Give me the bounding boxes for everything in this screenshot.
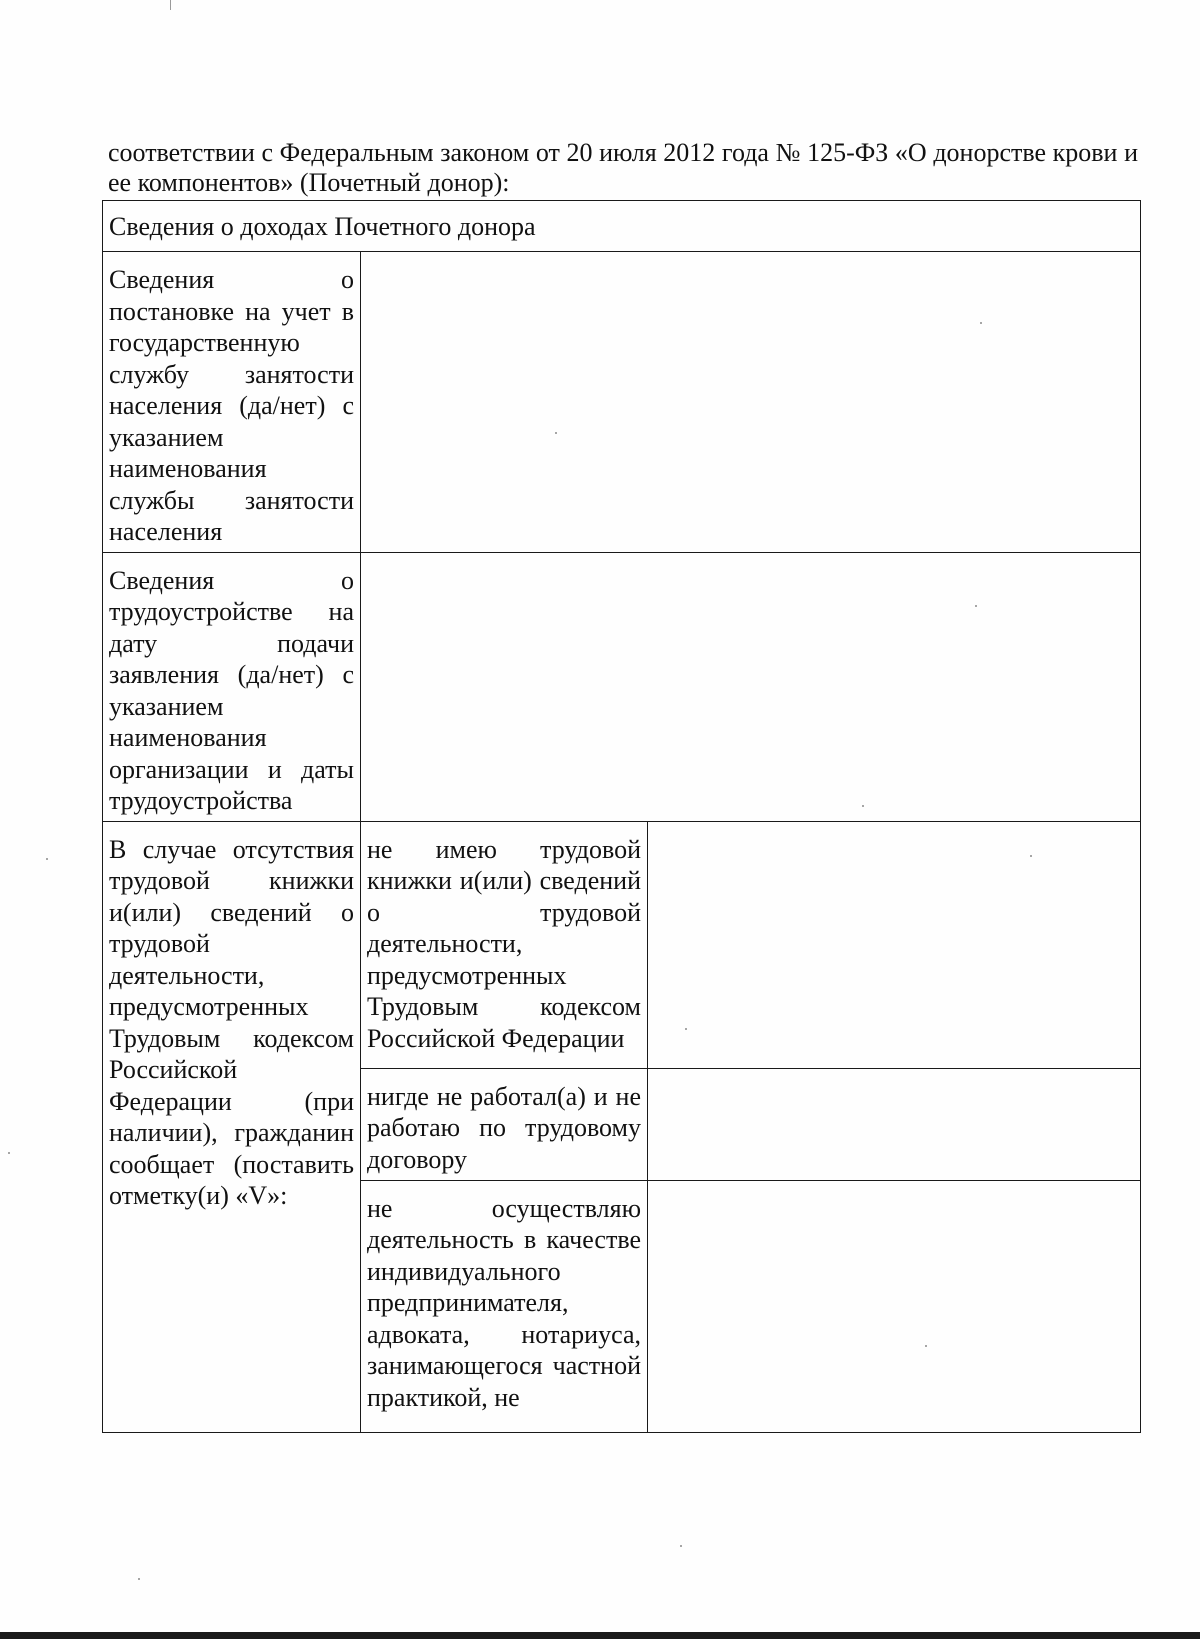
scan-speck bbox=[975, 605, 977, 607]
table-row bbox=[103, 552, 1141, 821]
intro-paragraph: соответствии с Федеральным законом от 20 июля 2012 года № 125-ФЗ «О донорстве крови и ее компонентов» (Почетный донор): bbox=[108, 138, 1138, 197]
scan-speck bbox=[862, 805, 864, 807]
scan-speck bbox=[1030, 855, 1032, 857]
absence-label: В случае отсутствия трудовой книжки и(или) сведений о трудовой деятельности, предусмотренных Трудовым кодексом Российской Федерации (при наличии), гражданин сообщает (поставить отметку(и) «V»: bbox=[103, 821, 361, 1432]
option-no-business-label: не осуществляю деятельность в качестве индивидуального предпринимателя, адвоката, нотариуса, занимающегося частной практикой, не bbox=[361, 1180, 648, 1432]
scan-speck bbox=[555, 432, 557, 434]
scan-speck bbox=[925, 1345, 927, 1347]
table-row bbox=[103, 201, 1141, 252]
scan-bottom-edge bbox=[0, 1632, 1200, 1639]
scan-speck bbox=[46, 858, 48, 860]
job-info-input-cell[interactable] bbox=[361, 552, 1141, 821]
option-never-worked-label: нигде не работал(а) и не работаю по трудовому договору bbox=[361, 1068, 648, 1180]
employment-service-input-cell[interactable] bbox=[361, 252, 1141, 553]
option-no-book-label: не имею трудовой книжки и(или) сведений о трудовой деятельности, предусмотренных Трудовым кодексом Российской Федерации bbox=[361, 821, 648, 1068]
job-info-label: Сведения о трудоустройстве на дату подачи заявления (да/нет) с указанием наименования организации и даты трудоустройства bbox=[103, 552, 361, 821]
table-header-cell: Сведения о доходах Почетного донора bbox=[103, 201, 1141, 252]
scan-speck bbox=[980, 322, 982, 324]
option-never-worked-mark-cell[interactable] bbox=[648, 1068, 1141, 1180]
donor-income-table bbox=[102, 200, 1141, 1433]
table-row bbox=[103, 821, 1141, 1068]
scan-speck bbox=[138, 1578, 140, 1580]
scan-speck bbox=[685, 1028, 687, 1030]
option-no-book-mark-cell[interactable] bbox=[648, 821, 1141, 1068]
option-no-business-mark-cell[interactable] bbox=[648, 1180, 1141, 1432]
table-row bbox=[103, 252, 1141, 553]
scan-speck bbox=[8, 1152, 10, 1154]
scan-mark bbox=[170, 0, 171, 10]
employment-service-label: Сведения о постановке на учет в государственную службу занятости населения (да/нет) с указанием наименования службы занятости населения bbox=[103, 252, 361, 553]
scan-speck bbox=[680, 1545, 682, 1547]
